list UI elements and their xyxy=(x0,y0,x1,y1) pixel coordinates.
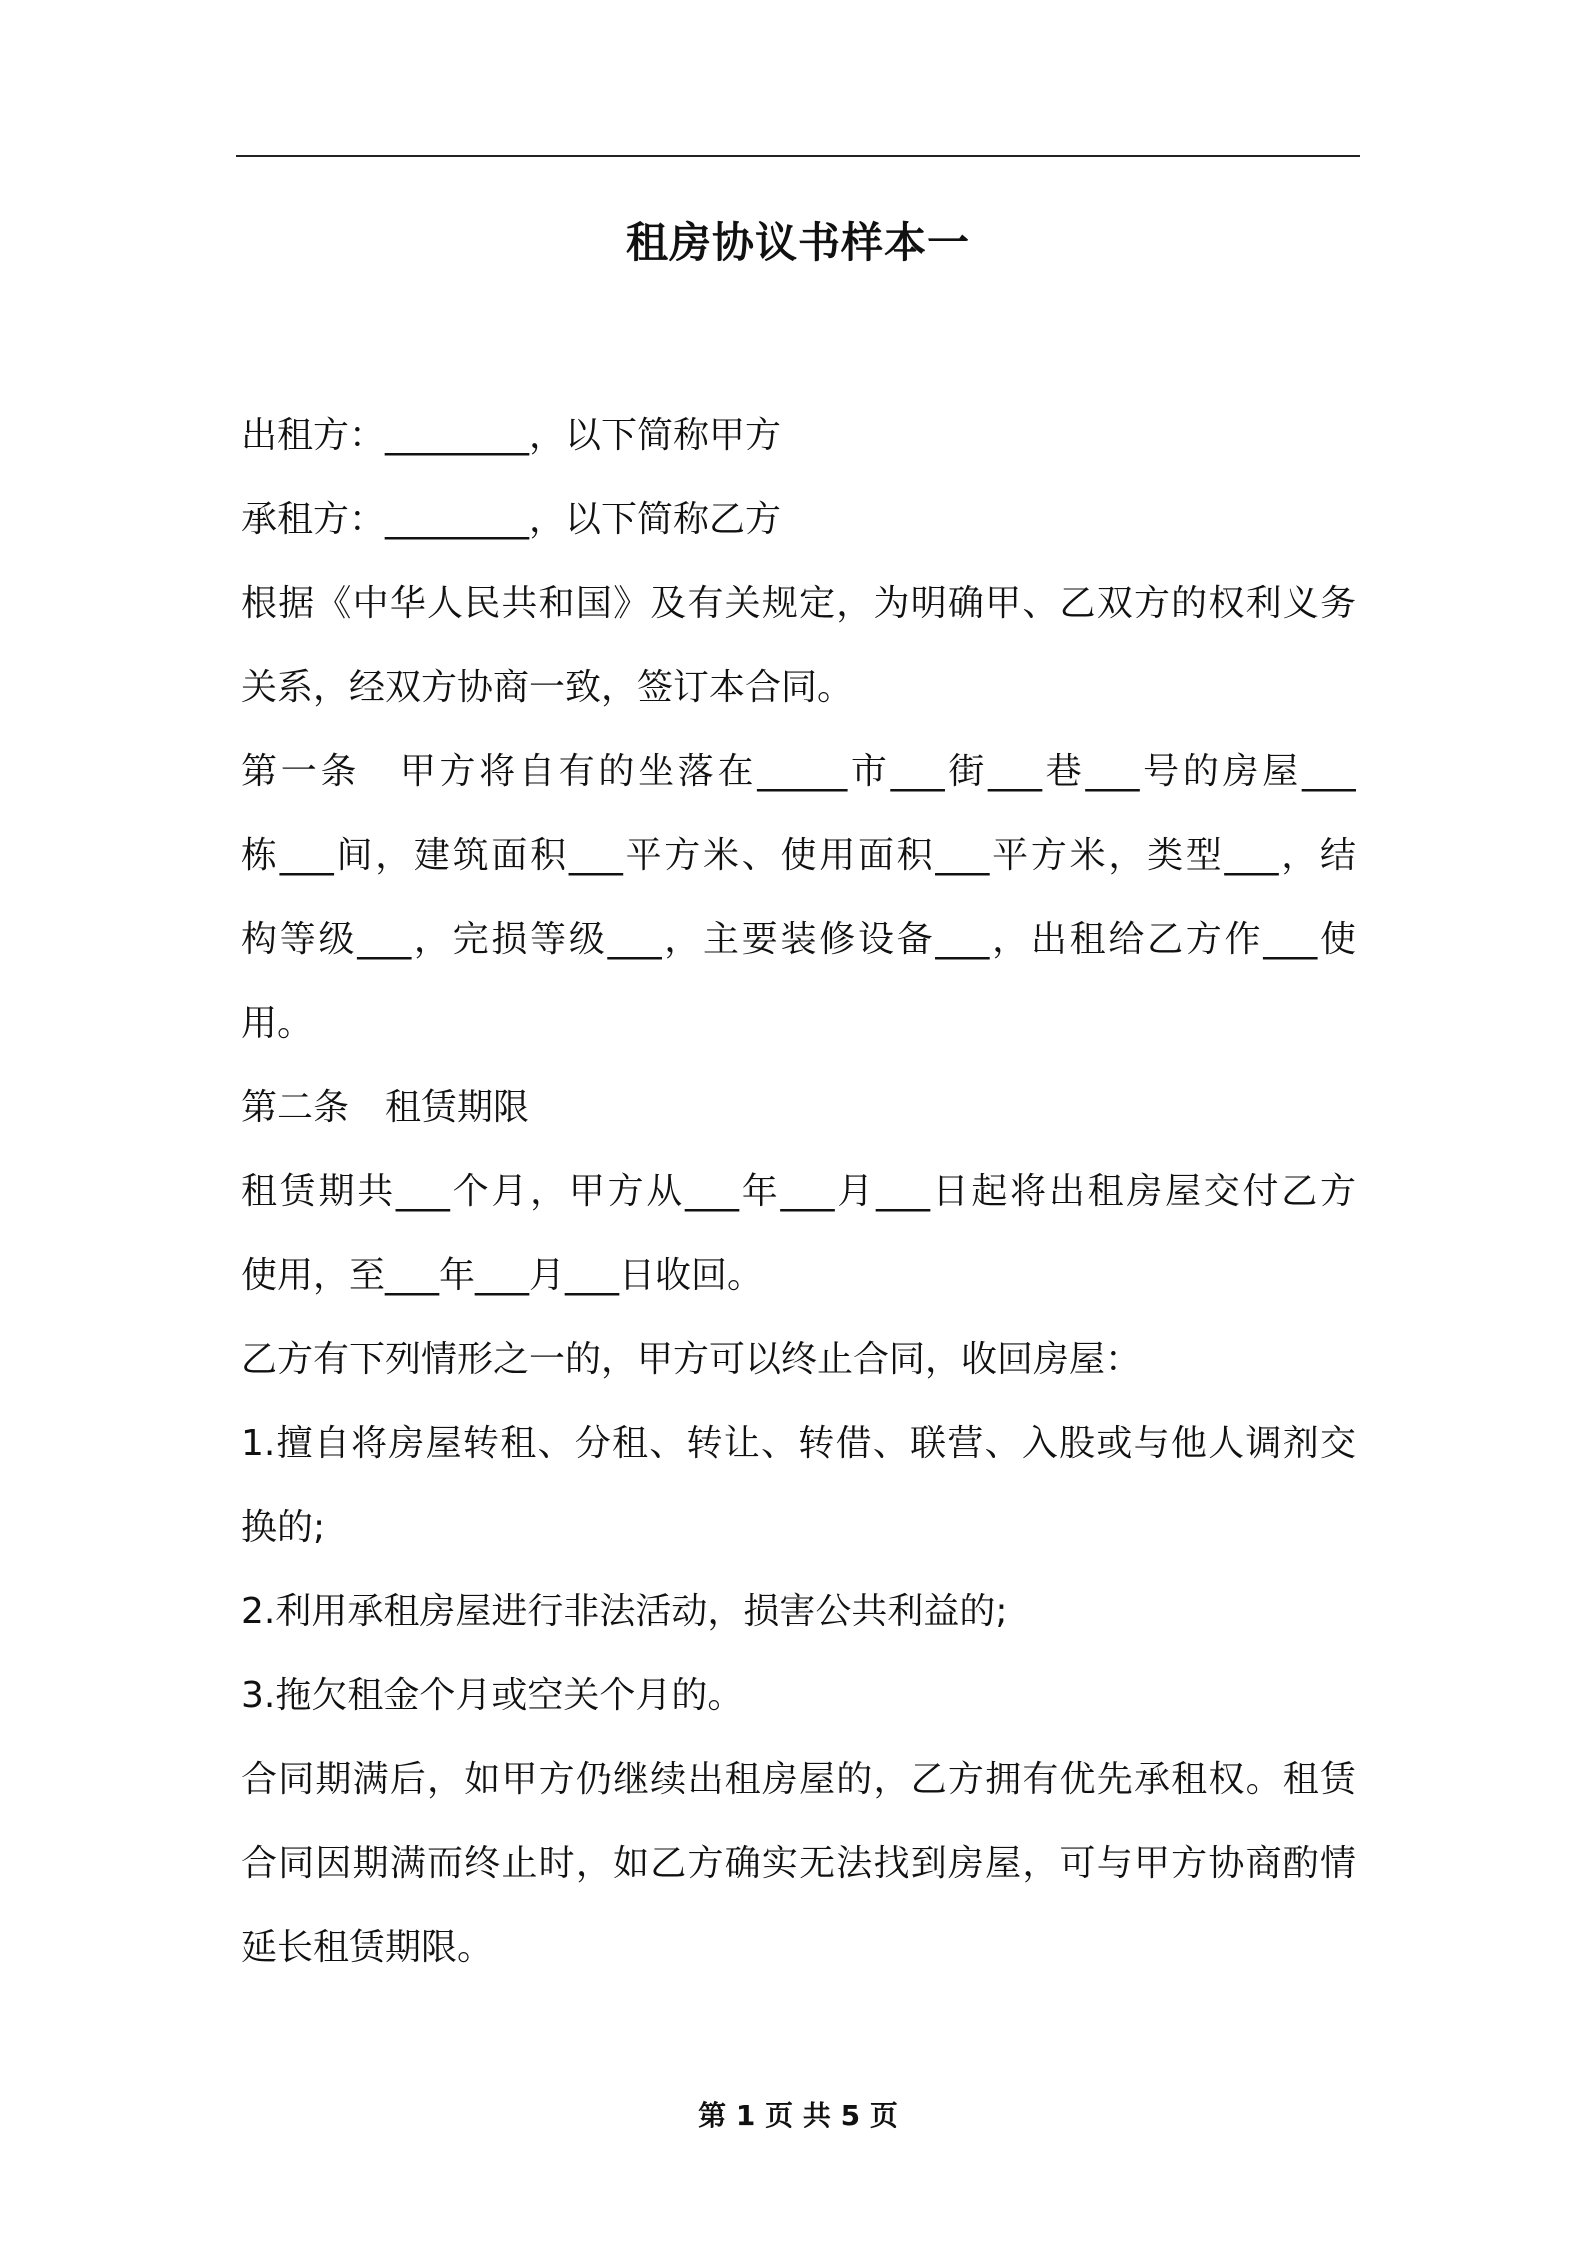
page-indicator: 第 1 页 共 5 页 xyxy=(698,2099,898,2132)
termination-intro: 乙方有下列情形之一的，甲方可以终止合同，收回房屋： xyxy=(241,1339,1142,1380)
termination-item-1-line-2: 换的; xyxy=(241,1507,326,1548)
termination-item-1-line-1: 1.擅自将房屋转租、分租、转让、转借、联营、入股或与他人调剂交 xyxy=(241,1423,1356,1464)
lease-term-line-2: 使用，至___年___月___日收回。 xyxy=(241,1255,764,1296)
header-rule xyxy=(236,155,1360,157)
document-title: 租房协议书样本一 xyxy=(625,218,970,267)
article-1-line-3: 构等级___，完损等级___，主要装修设备___，出租给乙方作___使 xyxy=(241,919,1356,960)
preamble-line-2: 关系，经双方协商一致，签订本合同。 xyxy=(241,667,854,708)
renewal-line-1: 合同期满后，如甲方仍继续出租房屋的，乙方拥有优先承租权。租赁 xyxy=(241,1759,1356,1800)
article-2-heading: 第二条 租赁期限 xyxy=(241,1087,530,1128)
article-1-line-1: 第一条 甲方将自有的坐落在_____市___街___巷___号的房屋___ xyxy=(241,751,1356,792)
article-1-line-2: 栋___间，建筑面积___平方米、使用面积___平方米，类型___，结 xyxy=(241,835,1356,876)
lease-term-line-1: 租赁期共___个月，甲方从___年___月___日起将出租房屋交付乙方 xyxy=(241,1171,1356,1212)
preamble-line-1: 根据《中华人民共和国》及有关规定，为明确甲、乙双方的权利义务 xyxy=(241,583,1356,624)
article-1-line-4: 用。 xyxy=(241,1003,314,1044)
document-body xyxy=(241,394,1356,1990)
renewal-line-2: 合同因期满而终止时，如乙方确实无法找到房屋，可与甲方协商酌情 xyxy=(241,1843,1356,1884)
termination-item-2: 2.利用承租房屋进行非法活动，损害公共利益的; xyxy=(241,1591,1008,1632)
renewal-line-3: 延长租赁期限。 xyxy=(241,1927,494,1968)
lessor-line: 出租方：________，以下简称甲方 xyxy=(241,415,782,456)
termination-item-3: 3.拖欠租金个月或空关个月的。 xyxy=(241,1675,744,1716)
lessee-line: 承租方：________，以下简称乙方 xyxy=(241,499,782,540)
